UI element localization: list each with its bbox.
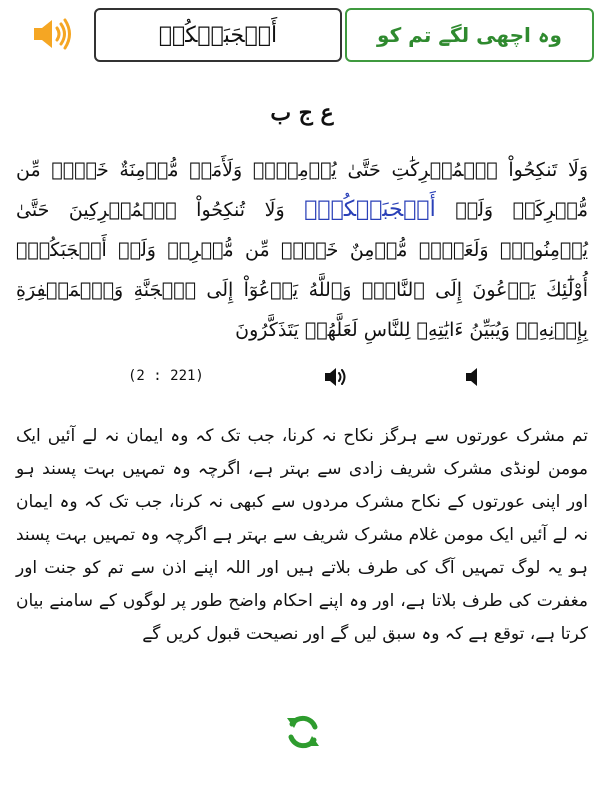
verse-controls <box>0 362 604 392</box>
verse-text <box>16 150 588 350</box>
urdu-meaning-card[interactable] <box>345 8 594 62</box>
arabic-word: أَعۡجَبَتۡكُمۡ <box>158 22 278 48</box>
speaker-icon[interactable] <box>28 14 76 54</box>
urdu-meaning: وہ اچھی لگے تم کو <box>377 23 562 47</box>
refresh-icon[interactable] <box>283 712 323 752</box>
verse-text-before: وَلَا تَنكِحُواْ ٱلۡمُشۡرِكَٰتِ حَتَّىٰ يُؤۡمِنَّۚ وَلَأَمَةٞ مُّؤۡمِنَةٌ خَيۡرٞ مِّن مُّشۡرِكَةٖ وَلَوۡ <box>16 159 588 221</box>
verse-reference: (2 : 221) <box>128 368 204 384</box>
speaker-mute-icon[interactable] <box>464 366 482 392</box>
arabic-word-card[interactable] <box>94 8 342 62</box>
urdu-translation: تم مشرک عورتوں سے ہرگز نکاح نہ کرنا، جب تک کہ وہ ایمان نہ لے آئیں ایک مومن لونڈی مشرک شریف زادی سے بہتر ہے، اگرچہ وہ تمہیں بہت پسند ہو اور اپنی عورتوں کے نکاح مشرک مردوں سے کبھی نہ کرنا، جب تک کہ وہ ایمان نہ لے آئیں ایک مومن غلام مشرک شریف سے بہتر ہے اگرچہ وہ تمہیں بہت پسند ہو یہ لوگ تمہیں آگ کی طرف بلاتے ہیں اور اللہ اپنے اذن سے تم کو جنت اور مغفرت کی طرف بلاتا ہے، اور وہ اپنے احکام واضح طور پر لوگوں کے سامنے بیان کرتا ہے، توقع ہے کہ وہ سبق لیں گے اور نصیحت قبول کریں گے <box>16 426 588 644</box>
root-letters: ع ج ب <box>270 100 334 126</box>
verse-highlight-word: أَعۡجَبَتۡكُمۡۗ <box>304 197 436 222</box>
speaker-play-icon[interactable] <box>323 366 349 392</box>
verse-text-after: وَلَا تُنكِحُواْ ٱلۡمُشۡرِكِينَ حَتَّىٰ يُؤۡمِنُواْۚ وَلَعَبۡدٞ مُّؤۡمِنٌ خَيۡرٞ مِّن مُّشۡرِكٖ وَلَوۡ أَعۡجَبَكُمۡۗ أُوْلَٰٓئِكَ يَدۡعُونَ إِلَى ٱلنَّارِۖ وَٱللَّهُ يَدۡعُوٓاْ إِلَى ٱلۡجَنَّةِ وَٱلۡمَغۡفِرَةِ بِإِذۡنِهِۦۖ وَيُبَيِّنُ ءَايَٰتِهِۦ لِلنَّاسِ لَعَلَّهُمۡ يَتَذَكَّرُونَ <box>16 199 588 341</box>
